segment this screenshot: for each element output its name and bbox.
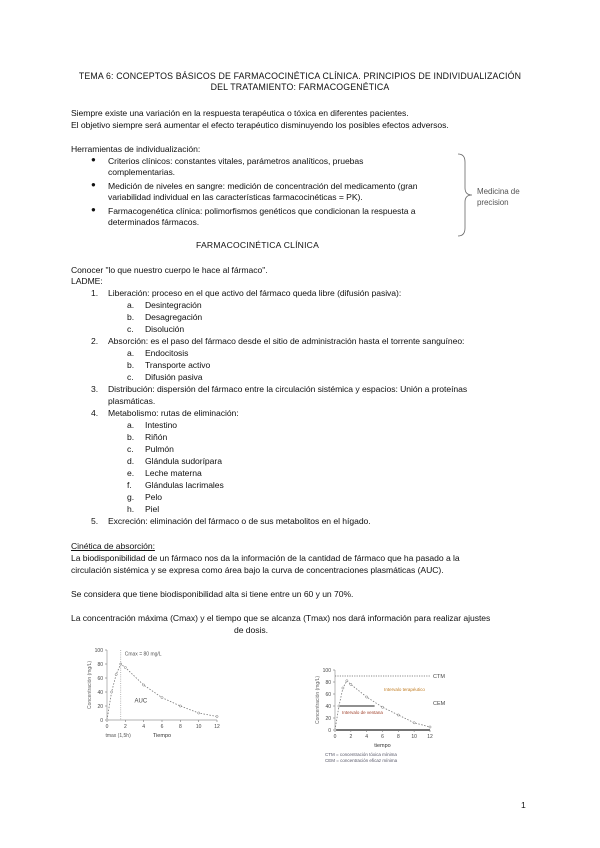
tool-item-2-line1: Medición de niveles en sangre: medición de concentración del medicamento (gran [108,181,418,191]
data-point [381,706,383,708]
therapeutic-interval-label: Intervalo terapéutico [384,687,425,692]
data-point [161,697,163,699]
data-point [413,722,415,724]
sub-letter: a. [127,300,135,310]
ladme-label: LADME: [71,276,103,286]
step-number: 2. [91,336,99,346]
cmax-annotation: Cmax = 80 mg/L [124,651,162,658]
y-axis-label: Concentración (mg/L) [87,660,93,710]
y-tick-label: 80 [97,661,103,668]
page-title-line1: TEMA 6: CONCEPTOS BÁSICOS DE FARMACOCINÉTICA CLÍNICA. PRINCIPIOS DE INDIVIDUALIZACIÓN [78,71,522,81]
tool-item-3-line2: determinados fármacos. [108,217,200,227]
tmax-annotation: tmax (1,5h) [105,733,131,739]
bullet-icon: ● [91,180,96,189]
data-point [110,691,112,693]
y-tick-label: 60 [325,691,331,698]
sub-letter: e. [127,468,135,478]
data-point [115,673,117,675]
data-point [216,715,218,717]
x-tick-label: 8 [396,734,400,740]
x-tick-label: 12 [427,734,433,740]
data-point [334,729,336,731]
data-point [198,712,200,714]
absorption-p1-line2: circulación sistémica y se expresa como área bajo la curva de concentraciones plasmáticas (AUC). [71,565,444,575]
step-number: 1. [91,288,99,298]
step-3-text-line2: plasmáticas. [108,396,156,406]
auc-annotation: AUC [134,698,148,705]
y-axis-label: Concentración (mg/L) [315,675,321,725]
data-point [342,687,344,689]
sub-item: Desagregación [145,312,203,322]
section-heading-pk: FARMACOCINÉTICA CLÍNICA [196,240,320,250]
brace-label-line2: precision [477,198,509,207]
absorption-p3-line2: de dosis. [234,625,268,635]
data-point [429,726,431,728]
y-tick-label: 80 [325,679,331,686]
sub-item: Difusión pasiva [145,372,203,382]
tools-heading: Herramientas de individualización: [71,144,201,154]
data-point [124,666,126,668]
y-tick-label: 0 [100,717,103,724]
sub-letter: h. [127,504,135,514]
cem-label: CEM [433,701,446,707]
step-1-text: Liberación: proceso en el que activo del fármaco queda libre (difusión pasiva): [108,288,402,298]
brace-label-line1: Medicina de [477,187,520,196]
y-tick-label: 0 [328,727,331,734]
data-point [179,705,181,707]
tool-item-3-line1: Farmacogenética clínica: polimorfismos genéticos que condicionan la respuesta a [108,206,416,216]
bullet-icon: ● [91,205,96,214]
x-tick-label: 10 [411,734,417,740]
sub-item: Endocitosis [145,348,189,358]
absorption-heading: Cinética de absorción: [71,541,155,551]
sub-item: Glándula sudorípara [145,456,222,466]
tool-item-1-line2: complementarias. [108,167,176,177]
legend-note-line2: CEM = concentración eficaz mínima [325,758,398,763]
ctm-label: CTM [433,674,445,680]
sub-item: Pulmón [145,444,174,454]
step-4-text: Metabolismo: rutas de eliminación: [108,408,239,418]
data-point [338,705,340,707]
x-tick-label: 6 [381,734,384,740]
sub-item: Pelo [145,492,163,502]
pk-intro: Conocer "lo que nuestro cuerpo le hace al fármaco". [71,265,268,275]
x-axis-label: Tiempo [152,733,172,739]
sub-item: Intestino [145,420,178,430]
sub-letter: a. [127,420,135,430]
x-tick-label: 12 [214,724,220,730]
sub-letter: c. [127,324,134,334]
y-tick-label: 40 [325,703,331,710]
window-label: Intervalo de ventana [342,709,383,715]
x-tick-label: 8 [178,724,182,730]
x-tick-label: 10 [195,724,202,730]
absorption-p3-line1: La concentración máxima (Cmax) y el tiempo que se alcanza (Tmax) nos dará información para realizar ajustes [71,613,491,623]
sub-letter: c. [127,444,134,454]
legend-note-line1: CTM = concentración tóxica mínima [325,752,397,757]
step-number: 5. [91,516,99,526]
y-tick-label: 20 [97,703,103,710]
sub-item: Desintegración [145,300,202,310]
sub-letter: d. [127,456,135,466]
sub-letter: c. [127,372,134,382]
y-tick-label: 40 [97,689,103,696]
sub-letter: b. [127,360,135,370]
y-tick-label: 20 [325,715,331,722]
absorption-p2: Se considera que tiene biodisponibilidad alta si tiene entre un 60 y un 70%. [71,589,354,599]
sub-item: Glándulas lacrimales [145,480,224,490]
bullet-icon: ● [91,155,96,164]
absorption-p1-line1: La biodisponibilidad de un fármaco nos da la información de la cantidad de fármaco que ha pasado a la [71,553,460,563]
therapeutic-window-chart [305,660,520,770]
curly-brace-icon [455,152,479,238]
sub-item: Leche materna [145,468,202,478]
sub-item: Disolución [145,324,185,334]
concentration-curve [107,664,217,720]
sub-item: Transporte activo [145,360,211,370]
step-number: 4. [91,408,99,418]
y-tick-label: 60 [97,675,103,682]
data-point [397,714,399,716]
x-tick-label: 4 [365,734,369,740]
page-number: 1 [521,800,526,810]
sub-item: Piel [145,504,160,514]
sub-letter: b. [127,312,135,322]
x-tick-label: 0 [105,724,109,730]
page-title-line2: DEL TRATAMIENTO: FARMACOGENÉTICA [210,82,390,92]
intro-paragraph-1: Siempre existe una variación en la respuesta terapéutica o tóxica en diferentes pacientes. [71,108,409,118]
x-tick-label: 0 [333,734,337,740]
x-tick-label: 4 [142,724,146,730]
x-axis-label: tiempo [374,743,391,749]
data-point [366,696,368,698]
tool-item-2-line2: variabilidad individual en las características farmacocinéticas = PK). [108,192,363,202]
step-3-text: Distribución: dispersión del fármaco entre la circulación sistémica y espacios: Unión a proteínas [108,384,468,394]
y-tick-label: 100 [94,647,103,654]
step-number: 3. [91,384,99,394]
sub-letter: f. [127,480,132,490]
step-2-text: Absorción: es el paso del fármaco desde el sitio de administración hasta el torrente sanguíneo: [108,336,465,346]
data-point [143,684,145,686]
sub-letter: a. [127,348,135,358]
x-tick-label: 2 [123,724,127,730]
auc-chart [85,640,260,745]
data-point [106,719,108,721]
intro-paragraph-2: El objetivo siempre será aumentar el efecto terapéutico disminuyendo los posibles efectos adversos. [71,120,449,130]
data-point [350,683,352,685]
x-tick-label: 2 [349,734,353,740]
y-tick-label: 100 [322,667,331,674]
x-tick-label: 6 [160,724,164,730]
data-point [346,680,348,682]
sub-letter: b. [127,432,135,442]
sub-letter: g. [127,492,135,502]
step-5-text: Excreción: eliminación del fármaco o de sus metabolitos en el hígado. [108,516,371,526]
tool-item-1-line1: Criterios clínicos: constantes vitales, parámetros analíticos, pruebas [108,156,364,166]
sub-item: Riñón [145,432,168,442]
